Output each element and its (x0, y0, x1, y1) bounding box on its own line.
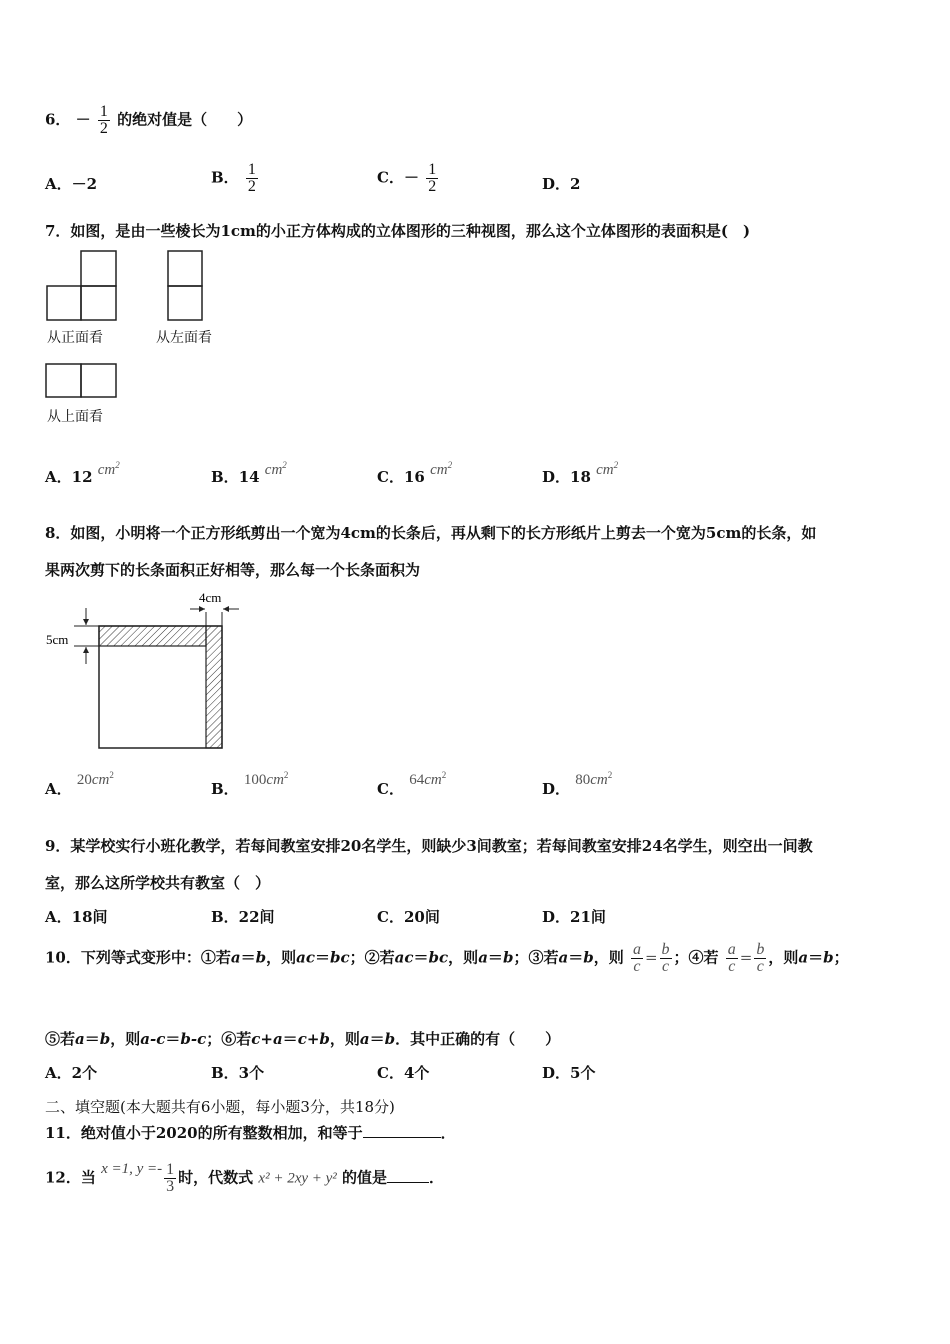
section-heading-fill-in: 二、填空题(本大题共有6小题，每小题3分，共18分) (45, 1098, 395, 1116)
front-view-square-right (81, 286, 116, 320)
label-5cm: 5cm (46, 632, 69, 647)
q11-stem: 11．绝对值小于2020的所有整数相加，和等于 ． (45, 1124, 456, 1142)
left-view-label: 从左面看 (156, 330, 212, 346)
q8-option-d[interactable]: D． $80cm^2$ (542, 770, 613, 798)
q7-option-d[interactable]: D．18 $cm^2$ (542, 460, 619, 486)
front-view-square-top (81, 251, 116, 286)
q10-stem-line2: ⑤若a＝b，则a-c＝b-c；⑥若c+a＝c+b，则a＝b．其中正确的有（ ） (45, 1030, 561, 1048)
q10-option-a[interactable]: A．2个 (45, 1064, 98, 1082)
front-view-square-left (47, 286, 81, 320)
q7-option-c[interactable]: C．16 $cm^2$ (377, 460, 453, 486)
q6-option-d[interactable]: D．2 (542, 175, 581, 193)
q9-option-c[interactable]: C．20间 (377, 908, 440, 926)
q9-stem-line2: 室，那么这所学校共有教室（ ） (45, 874, 271, 892)
q6-option-a[interactable]: A．－2 (45, 175, 98, 193)
front-view-label: 从正面看 (47, 330, 103, 346)
q12-stem: 12．当 x =1, y =- $\frac{1}{3}$ 时，代数式 x² + 2xy + y² 的值是 ． (45, 1160, 445, 1195)
q6-fraction: $\frac{1}{2}$ (99, 103, 108, 137)
q7-option-a[interactable]: A．12 $cm^2$ (45, 460, 120, 486)
q7-option-b[interactable]: B．14 $cm^2$ (211, 460, 287, 486)
top-view-square-right (81, 364, 116, 397)
q7-stem: 7．如图，是由一些棱长为1cm的小正方体构成的立体图形的三种视图，那么这个立体图形的表面积是( ) (45, 222, 751, 240)
q6-stem (45, 104, 252, 137)
q9-option-d[interactable]: D．21间 (542, 908, 606, 926)
q6-option-b[interactable]: B． $\frac{1}{2}$ (211, 161, 256, 195)
label-4cm: 4cm (199, 590, 222, 605)
q10-option-c[interactable]: C．4个 (377, 1064, 430, 1082)
q9-stem-line1: 9．某学校实行小班化教学，若每间教室安排20名学生，则缺少3间教室；若每间教室安排24名学生，则空出一间教 (45, 837, 813, 855)
top-view-label: 从上面看 (47, 409, 103, 425)
q9-option-a[interactable]: A．18间 (45, 908, 108, 926)
q6-number: 6． (45, 110, 71, 129)
q10-stem-line1: 10．下列等式变形中：①若a＝b，则ac＝bc；②若ac＝bc，则a＝b；③若a＝b，则 $\frac{a}{c}$ = $\frac{b}{c}$ ；④若 $\frac{a}{c}$ = $\frac{b}{c}$ ，则a＝b； (45, 941, 849, 975)
q8-option-c[interactable]: C． $64cm^2$ (377, 770, 447, 798)
q8-option-a[interactable]: A． $20cm^2$ (45, 770, 114, 798)
left-view-square-bottom (168, 286, 202, 320)
q8-stem-line1: 8．如图，小明将一个正方形纸剪出一个宽为4cm的长条后，再从剩下的长方形纸片上剪去一个宽为5cm的长条，如 (45, 524, 817, 542)
q9-option-b[interactable]: B．22间 (211, 908, 275, 926)
q6-option-c[interactable]: C．－ $\frac{1}{2}$ (377, 161, 437, 195)
q6-text: 的绝对值是（ ） (117, 110, 253, 129)
left-view-square-top (168, 251, 202, 286)
q10-option-b[interactable]: B．3个 (211, 1064, 265, 1082)
q8-paper-figure (44, 588, 264, 758)
q8-stem-line2: 果两次剪下的长条面积正好相等，那么每一个长条面积为 (45, 561, 421, 579)
q12-answer-blank[interactable] (387, 1168, 429, 1183)
q10-option-d[interactable]: D．5个 (542, 1064, 596, 1082)
right-strip-4cm (206, 626, 222, 748)
q6-neg: － (75, 110, 91, 129)
top-strip-5cm (99, 626, 206, 646)
q8-option-b[interactable]: B． $100cm^2$ (211, 770, 289, 798)
q11-answer-blank[interactable] (363, 1123, 441, 1138)
top-view-square-left (46, 364, 81, 397)
